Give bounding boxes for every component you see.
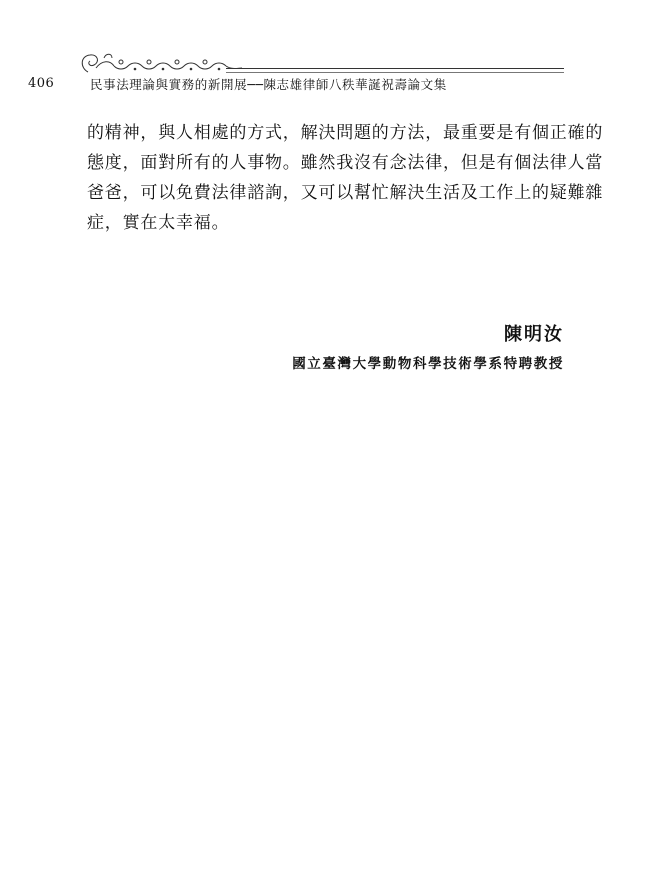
body-line: 的精神，與人相處的方式，解決問題的方法，最重要是有個正確的 <box>87 123 604 143</box>
author-title: 國立臺灣大學動物科學技術學系特聘教授 <box>292 356 564 372</box>
body-line: 爸爸，可以免費法律諮詢，又可以幫忙解決生活及工作上的疑難雜 <box>87 183 604 203</box>
body-paragraph <box>87 118 604 238</box>
body-line: 態度，面對所有的人事物。雖然我沒有念法律，但是有個法律人當 <box>87 153 604 173</box>
signature-block <box>292 322 564 372</box>
floral-ornament-icon <box>78 50 248 76</box>
page-number: 406 <box>28 76 55 91</box>
running-title: 民事法理論與實務的新開展──陳志雄律師八秩華誕祝壽論文集 <box>90 77 447 92</box>
header-rule <box>226 68 564 73</box>
body-line: 症，實在太幸福。 <box>87 213 230 233</box>
author-name: 陳明汝 <box>504 324 564 345</box>
